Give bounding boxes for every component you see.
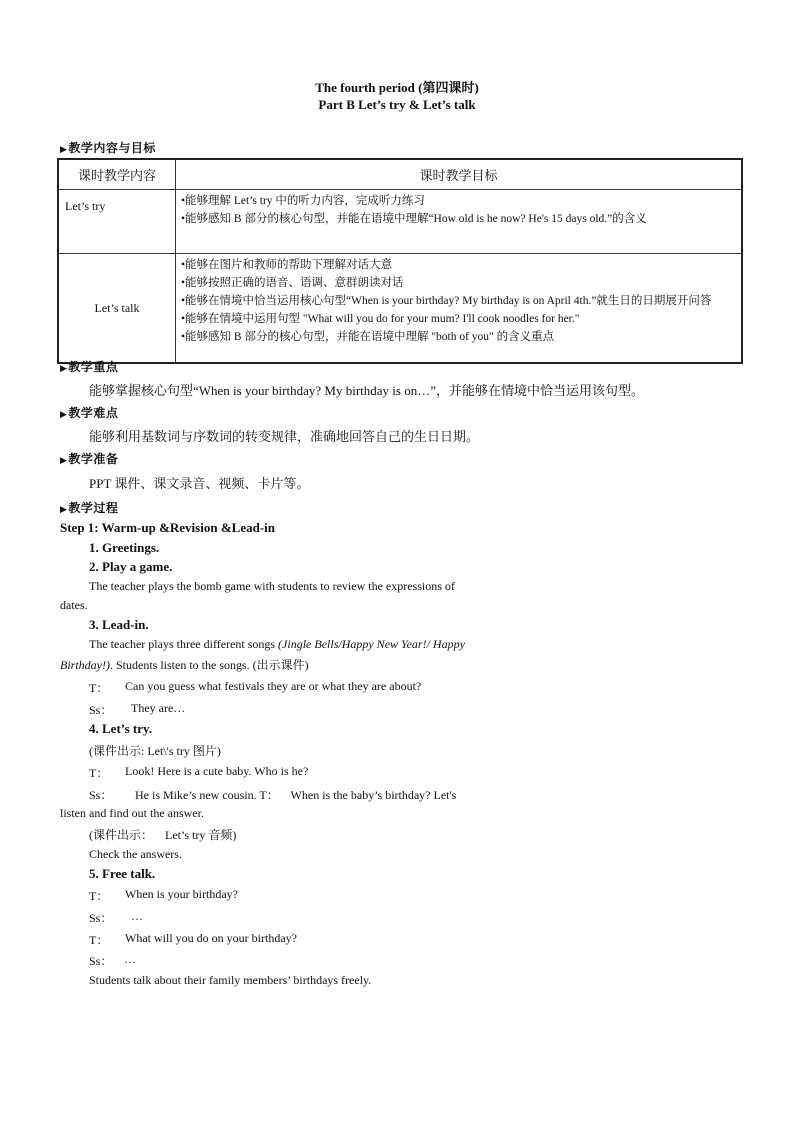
goal-item: •能够在情境中恰当运用核心句型“When is your birthday? My birthday is on April 4th.”就生日的日期展开问答 [181, 295, 712, 307]
paragraph-line [60, 656, 309, 673]
section-heading: 教学准备 [68, 452, 119, 466]
header-goals: 课时教学目标 [176, 159, 743, 190]
dialogue-line: What will you do on your birthday? [125, 931, 297, 945]
dialogue-line: He is Mike’s new cousin. T： When is the baby’s birthday? Let's [135, 788, 457, 802]
table-row [58, 254, 742, 364]
row-label: Let’s try [58, 190, 176, 254]
triangle-bullet-icon: ▶ [60, 455, 68, 465]
table-row [58, 190, 742, 254]
dialogue-speaker: Ss： [89, 788, 113, 802]
triangle-bullet-icon: ▶ [60, 409, 68, 419]
table-header-row [58, 159, 742, 190]
section-content-goals [60, 139, 156, 156]
dialogue-speaker: T： [89, 933, 109, 947]
triangle-bullet-icon: ▶ [60, 504, 68, 514]
lesson-subtitle: Part B Let’s try & Let’s talk [318, 97, 476, 112]
section-heading: 教学内容与目标 [68, 141, 156, 155]
preparation-text: PPT 课件、课文录音、视频、卡片等。 [89, 476, 310, 491]
lesson-title: The fourth period (第四课时) [315, 80, 479, 95]
goal-item: •能够感知 B 部分的核心句型，并能在语境中理解“How old is he now? He's 15 days old.”的含义 [181, 213, 647, 225]
section-process [60, 499, 118, 516]
paragraph-line: dates. [60, 598, 88, 612]
song-list-text: (Jingle Bells/Happy New Year!/ Happy [278, 637, 465, 651]
goal-item: •能够按照正确的语音、语调、意群朗读对话 [181, 277, 404, 289]
section-difficulties [60, 404, 118, 421]
dialogue-line: When is your birthday? [125, 887, 238, 901]
dialogue-line: Look! Here is a cute baby. Who is he? [125, 764, 309, 778]
dialogue-line: Can you guess what festivals they are or what they are about? [125, 679, 422, 693]
dialogue-line: listen and find out the answer. [60, 806, 204, 820]
dialogue-speaker: Ss： [89, 703, 113, 717]
courseware-note: (课件出示: Let\'s try 图片) [89, 744, 221, 758]
dialogue-line: They are… [131, 701, 186, 715]
paragraph-line [89, 637, 465, 652]
text-run: . Students listen to the songs. (出示课件) [110, 658, 309, 672]
dialogue-speaker: T： [89, 889, 109, 903]
sub-heading: 5. Free talk. [89, 866, 156, 881]
courseware-note: (课件出示： Let’s try 音频) [89, 828, 237, 842]
objectives-table [57, 158, 743, 364]
sub-heading: 3. Lead-in. [89, 617, 149, 632]
sub-heading: 4. Let’s try. [89, 721, 153, 736]
difficulties-text: 能够利用基数词与序数词的转变规律，准确地回答自己的生日日期。 [89, 429, 480, 444]
goal-item: •能够在情境中运用句型 "What will you do for your mum? I'll cook noodles for her." [181, 313, 580, 325]
triangle-bullet-icon: ▶ [60, 363, 68, 373]
dialogue-speaker: Ss： [89, 911, 113, 925]
section-heading: 教学过程 [68, 501, 119, 515]
section-key-points [60, 358, 118, 375]
goal-item: •能够在图片和教师的帮助下理解对话大意 [181, 259, 393, 271]
step-heading: Step 1: Warm-up &Revision &Lead-in [60, 520, 275, 535]
dialogue-speaker: T： [89, 681, 109, 695]
section-heading: 教学重点 [68, 360, 119, 374]
dialogue-line: … [131, 909, 143, 923]
goal-item: •能够理解 Let’s try 中的听力内容，完成听力练习 [181, 195, 425, 207]
dialogue-speaker: Ss： [89, 954, 113, 968]
header-content: 课时教学内容 [58, 159, 176, 190]
sub-heading: 1. Greetings. [89, 540, 160, 555]
paragraph-line: Students talk about their family members’ birthdays freely. [89, 973, 372, 987]
paragraph-line: Check the answers. [89, 847, 182, 861]
goal-item: •能够感知 B 部分的核心句型，并能在语境中理解 "both of you" 的含义重点 [181, 331, 555, 343]
sub-heading: 2. Play a game. [89, 559, 173, 574]
dialogue-speaker: T： [89, 766, 109, 780]
section-heading: 教学难点 [68, 406, 119, 420]
triangle-bullet-icon: ▶ [60, 144, 68, 154]
section-preparation [60, 450, 118, 467]
row-goals [176, 190, 743, 254]
row-goals [176, 254, 743, 364]
dialogue-line: … [124, 952, 136, 966]
row-label: Let’s talk [58, 254, 176, 364]
song-list-text: Birthday!) [60, 658, 110, 672]
key-points-text: 能够掌握核心句型“When is your birthday? My birthday is on…”，并能够在情境中恰当运用该句型。 [89, 383, 644, 398]
paragraph-line: The teacher plays the bomb game with students to review the expressions of [89, 579, 455, 593]
text-run: The teacher plays three different songs [89, 637, 279, 651]
